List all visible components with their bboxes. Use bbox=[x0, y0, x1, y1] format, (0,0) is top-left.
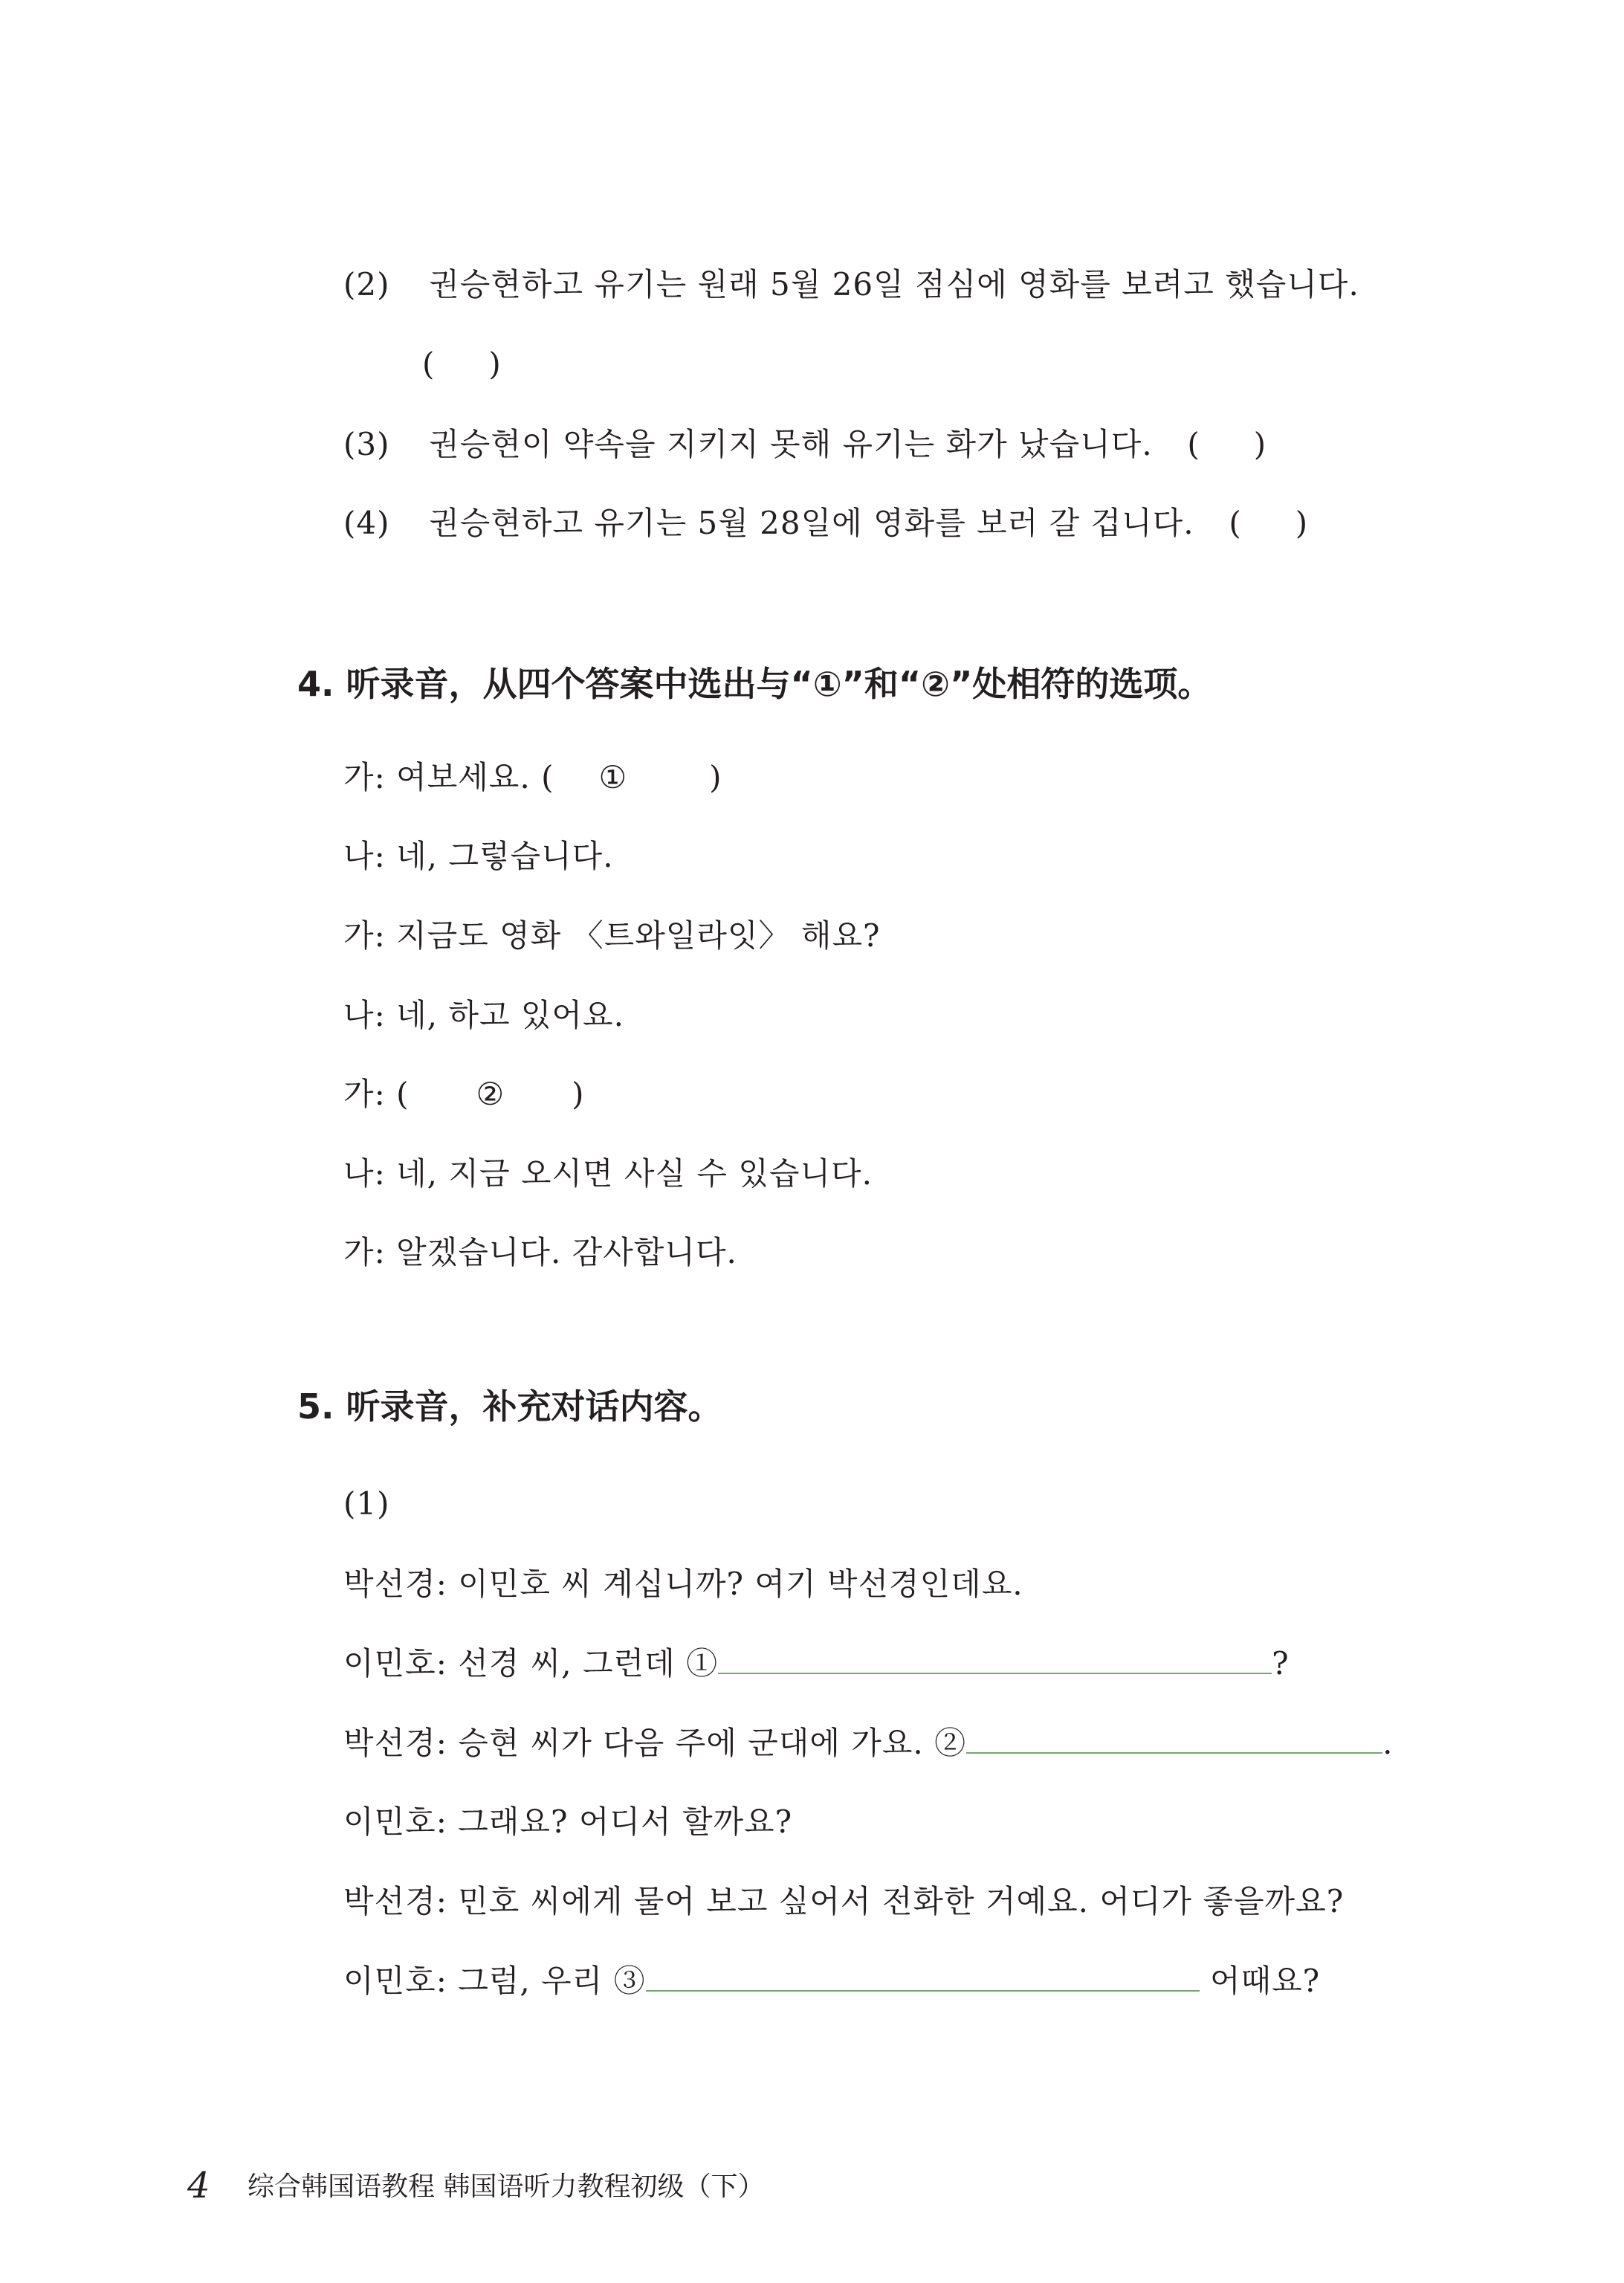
dialogue-line: 나: 네, 그렇습니다. bbox=[343, 838, 614, 874]
blank-marker: ③ bbox=[613, 1963, 646, 1999]
item-text: 권승현하고 유기는 원래 5월 26일 점심에 영화를 보려고 했습니다. bbox=[429, 266, 1359, 303]
dialogue-line: 박선경: 승현 씨가 다음 주에 군대에 가요. ② . bbox=[343, 1722, 1394, 1764]
fill-in-blank[interactable] bbox=[718, 1643, 1272, 1674]
book-title: 综合韩国语教程 韩国语听力教程初级（下） bbox=[248, 2171, 765, 2202]
item-2-answer: ( ) bbox=[422, 346, 502, 382]
dialogue-line: 가: 지금도 영화 〈트와일라잇〉 해요? bbox=[343, 917, 881, 954]
item-number: (4) bbox=[343, 505, 390, 541]
dialogue-line: 박선경: 민호 씨에게 물어 보고 싶어서 전화한 거예요. 어디가 좋을까요? bbox=[343, 1883, 1345, 1919]
item-text: 권승현이 약속을 지키지 못해 유기는 화가 났습니다. bbox=[429, 426, 1153, 462]
section-4-title: 4. 听录音，从四个答案中选出与“①”和“②”处相符的选项。 bbox=[297, 664, 1212, 704]
dialogue-line: 박선경: 이민호 씨 계십니까? 여기 박선경인데요. bbox=[343, 1566, 1023, 1602]
dialogue-line: 가: 알겠습니다. 감사합니다. bbox=[343, 1234, 737, 1270]
page-number: 4 bbox=[187, 2165, 210, 2206]
item-3: (3) 권승현이 약속을 지키지 못해 유기는 화가 났습니다. ( ) bbox=[343, 426, 1267, 462]
dialogue-line: 이민호: 그럼, 우리 ③ 어때요? bbox=[343, 1960, 1320, 2002]
fill-in-blank[interactable] bbox=[966, 1722, 1382, 1754]
blank-marker: ② bbox=[934, 1725, 967, 1761]
dialogue-line: 이민호: 선경 씨, 그런데 ① ? bbox=[343, 1643, 1290, 1685]
sub-question-number: (1) bbox=[343, 1485, 390, 1522]
item-2 bbox=[343, 264, 1359, 306]
dialogue-line: 이민호: 그래요? 어디서 할까요? bbox=[343, 1804, 793, 1840]
item-4: (4) 권승현하고 유기는 5월 28일에 영화를 보러 갈 겁니다. ( ) bbox=[343, 505, 1309, 541]
dialogue-line: 나: 네, 하고 있어요. bbox=[343, 997, 624, 1033]
blank-marker: ① bbox=[686, 1645, 719, 1682]
item-text: 권승현하고 유기는 5월 28일에 영화를 보러 갈 겁니다. bbox=[429, 505, 1194, 541]
dialogue-line: 나: 네, 지금 오시면 사실 수 있습니다. bbox=[343, 1155, 873, 1192]
fill-in-blank[interactable] bbox=[646, 1960, 1200, 1992]
blank-marker: ① bbox=[598, 759, 628, 795]
dialogue-line: 가: ( ② ) bbox=[343, 1076, 585, 1112]
section-5-title: 5. 听录音，补充对话内容。 bbox=[297, 1386, 722, 1427]
dialogue-line: 가: 여보세요. ( ① ) bbox=[343, 759, 722, 795]
blank-marker: ② bbox=[476, 1076, 505, 1112]
item-number: (2) bbox=[343, 266, 390, 303]
item-number: (3) bbox=[343, 426, 390, 462]
